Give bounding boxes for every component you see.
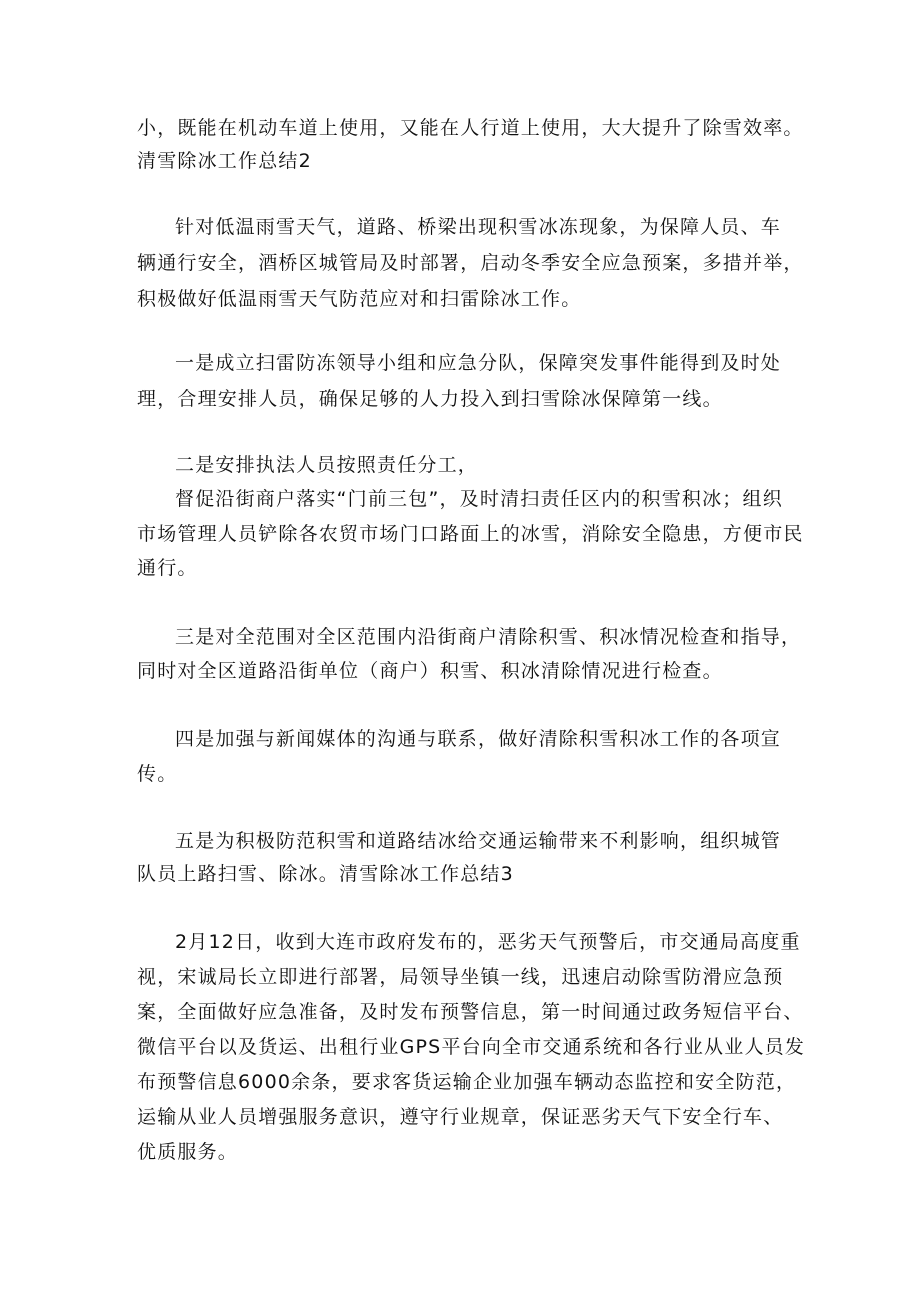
paragraph-line: 2月12日，收到大连市政府发布的，恶劣天气预警后，市交通局高度重 [175,931,801,953]
paragraph-line: 优质服务。 [137,1141,239,1163]
section-heading: 清雪除冰工作总结2 [137,150,312,172]
paragraph-line: 布预警信息6000余条，要求客货运输企业加强车辆动态监控和安全防范， [137,1071,797,1093]
paragraph-line: 队员上路扫雪、除冰。清雪除冰工作总结3 [137,863,514,885]
paragraph-line: 市场管理人员铲除各农贸市场门口路面上的冰雪，消除安全隐患，方便市民 [137,523,804,545]
paragraph-line: 微信平台以及货运、出租行业GPS平台向全市交通系统和各行业从业人员发 [137,1036,806,1058]
paragraph-line: 传。 [137,763,178,785]
paragraph-line: 同时对全区道路沿街单位（商户）积雪、积冰清除情况进行检查。 [137,660,723,682]
paragraph-line: 视，宋诚局长立即进行部署，局领导坐镇一线，迅速启动除雪防滑应急预 [137,966,784,988]
paragraph-line: 一是成立扫雷防冻领导小组和应急分队，保障突发事件能得到及时处 [175,352,782,374]
paragraph-line: 理，合理安排人员，确保足够的人力投入到扫雪除冰保障第一线。 [137,388,723,410]
text-line: 小，既能在机动车道上使用，又能在人行道上使用，大大提升了除雪效率。 [137,117,804,139]
paragraph-line: 三是对全范围对全区范围内沿街商户清除积雪、积冰情况检查和指导， [175,626,802,648]
paragraph-line: 督促沿街商户落实“门前三包”，及时清扫责任区内的积雪积冰；组织 [175,488,783,510]
paragraph-line: 辆通行安全，酒桥区城管局及时部署，启动冬季安全应急预案，多措并举， [137,252,804,274]
paragraph-line: 运输从业人员增强服务意识，遵守行业规章，保证恶劣天气下安全行车、 [137,1106,784,1128]
paragraph-line: 案，全面做好应急准备，及时发布预警信息，第一时间通过政务短信平台、 [137,1001,804,1023]
paragraph-line: 四是加强与新闻媒体的沟通与联系，做好清除积雪积冰工作的各项宣 [175,728,782,750]
paragraph-line: 五是为积极防范积雪和道路结冰给交通运输带来不利影响，组织城管 [175,830,782,852]
paragraph-line: 针对低温雨雪天气，道路、桥梁出现积雪冰冻现象，为保障人员、车 [175,216,782,238]
paragraph-line: 二是安排执法人员按照责任分工， [175,454,479,476]
paragraph-line: 积极做好低温雨雪天气防范应对和扫雷除冰工作。 [137,288,582,310]
paragraph-line: 通行。 [137,557,198,579]
